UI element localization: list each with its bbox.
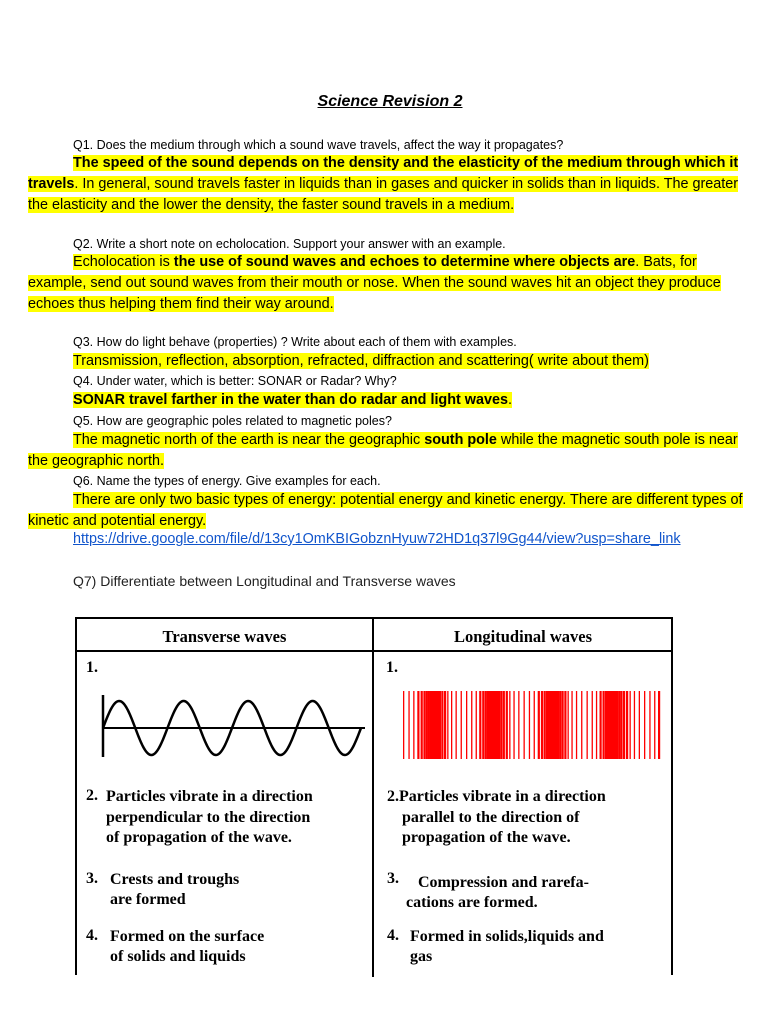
- longitudinal-bar: [654, 691, 655, 759]
- question-1: Q1. Does the medium through which a sound wave travels, affect the way it propagates?: [73, 138, 564, 152]
- longitudinal-item-3-line-1: Compression and rarefa-: [418, 874, 589, 891]
- longitudinal-bar: [423, 691, 425, 759]
- longitudinal-bar: [626, 691, 628, 759]
- longitudinal-bar: [500, 691, 502, 759]
- longitudinal-bar: [649, 691, 650, 759]
- longitudinal-bar: [441, 691, 443, 759]
- longitudinal-bar: [524, 691, 525, 759]
- longitudinal-bar: [461, 691, 462, 759]
- transverse-item-4-line-2: of solids and liquids: [110, 948, 246, 965]
- longitudinal-bar: [435, 691, 437, 759]
- answer-5-bold: south pole: [424, 432, 497, 448]
- longitudinal-bar: [496, 691, 498, 759]
- transverse-item-4-number: 4.: [86, 927, 98, 944]
- page-title: Science Revision 2: [317, 93, 463, 110]
- answer-3-text: Transmission, reflection, absorption, refracted, diffraction and scattering( write about them): [73, 353, 649, 369]
- longitudinal-bar: [634, 691, 635, 759]
- longitudinal-bar: [541, 691, 543, 759]
- longitudinal-bar: [571, 691, 572, 759]
- question-5: Q5. How are geographic poles related to magnetic poles?: [73, 414, 392, 428]
- longitudinal-bar: [518, 691, 519, 759]
- answer-6: [28, 490, 756, 532]
- question-2: Q2. Write a short note on echolocation. Support your answer with an example.: [73, 237, 506, 251]
- longitudinal-bar: [639, 691, 640, 759]
- longitudinal-bar: [623, 691, 625, 759]
- comparison-table: [75, 617, 673, 975]
- transverse-item-3-number: 3.: [86, 870, 98, 887]
- longitudinal-bar: [581, 691, 582, 759]
- longitudinal-bar: [544, 691, 546, 759]
- longitudinal-bar: [447, 691, 448, 759]
- longitudinal-bar: [506, 691, 508, 759]
- transverse-item-3-line-1: Crests and troughs: [110, 871, 240, 888]
- longitudinal-bar: [509, 691, 510, 759]
- longitudinal-bar: [548, 691, 550, 759]
- longitudinal-header: Longitudinal waves: [454, 627, 592, 646]
- longitudinal-bar: [538, 691, 540, 759]
- longitudinal-bar: [485, 691, 487, 759]
- longitudinal-bar: [466, 691, 467, 759]
- longitudinal-bar: [426, 691, 428, 759]
- longitudinal-bar: [479, 691, 481, 759]
- column-divider: [372, 619, 374, 977]
- longitudinal-bar: [546, 691, 548, 759]
- transverse-item-4-line-1: Formed on the surface: [110, 928, 265, 945]
- transverse-item-2-line-3: of propagation of the wave.: [106, 829, 292, 846]
- longitudinal-bar: [498, 691, 500, 759]
- longitudinal-bar: [600, 691, 602, 759]
- question-3: Q3. How do light behave (properties) ? Write about each of them with examples.: [73, 335, 517, 349]
- answer-2-text-b: . Bats, for example, send out sound waves from their mouth or nose. When the sound waves hit an object they produce echoes thus helping them find their way around.: [28, 254, 721, 312]
- longitudinal-item-4-line-1: Formed in solids,liquids and: [410, 928, 604, 945]
- longitudinal-wave-diagram: [401, 691, 663, 761]
- header-divider: [77, 650, 671, 652]
- longitudinal-bar: [603, 691, 605, 759]
- longitudinal-bar: [618, 691, 620, 759]
- longitudinal-bar: [421, 691, 423, 759]
- longitudinal-bar: [471, 691, 472, 759]
- longitudinal-bar: [616, 691, 618, 759]
- answer-1-text: . In general, sound travels faster in liquids than in gases and quicker in solids than in liquids. The greater the elasticity and the lower the density, the faster sound travels in a medium.: [28, 176, 739, 213]
- answer-4-bold: SONAR travel farther in the water than do radar and light waves: [73, 392, 509, 408]
- longitudinal-bar: [456, 691, 457, 759]
- longitudinal-bar: [428, 691, 430, 759]
- longitudinal-item-3-number: 3.: [387, 870, 399, 887]
- longitudinal-bar: [592, 691, 593, 759]
- answer-1-bold: The speed of the sound depends on the density and the elasticity of the medium through which it travels: [28, 155, 739, 192]
- transverse-header: Transverse waves: [162, 627, 287, 646]
- longitudinal-bar: [439, 691, 441, 759]
- longitudinal-bar: [605, 691, 607, 759]
- longitudinal-bar: [494, 691, 496, 759]
- answer-2: [28, 252, 756, 315]
- transverse-item-3-line-2: are formed: [110, 891, 186, 908]
- answer-5-text-a: The magnetic north of the earth is near the geographic: [73, 432, 425, 448]
- longitudinal-bar: [437, 691, 439, 759]
- drive-link[interactable]: https://drive.google.com/file/d/13cy1OmKBIGobznHyuw72HD1q37l9Gg44/view?usp=share_link: [73, 531, 681, 547]
- answer-4-text: .: [508, 392, 513, 408]
- longitudinal-bar: [529, 691, 530, 759]
- answer-2-text-a: Echolocation is: [73, 254, 174, 270]
- longitudinal-bar: [413, 691, 414, 759]
- longitudinal-bar: [487, 691, 489, 759]
- longitudinal-bar: [451, 691, 452, 759]
- longitudinal-item-1-number: 1.: [386, 659, 398, 676]
- longitudinal-item-2-line-3: propagation of the wave.: [402, 829, 571, 846]
- answer-3: [28, 351, 756, 372]
- longitudinal-bar: [476, 691, 477, 759]
- longitudinal-item-2-line-2: parallel to the direction of: [402, 809, 580, 826]
- question-7: Q7) Differentiate between Longitudinal and Transverse waves: [73, 573, 456, 589]
- longitudinal-bar: [513, 691, 514, 759]
- question-6: Q6. Name the types of energy. Give examples for each.: [73, 474, 381, 488]
- longitudinal-bar: [408, 691, 409, 759]
- answer-5: [28, 430, 756, 472]
- answer-4: [28, 390, 756, 411]
- longitudinal-bar: [555, 691, 557, 759]
- longitudinal-bar: [607, 691, 609, 759]
- answer-2-bold: the use of sound waves and echoes to determine where objects are: [173, 254, 636, 270]
- longitudinal-bar: [559, 691, 561, 759]
- longitudinal-bar: [620, 691, 622, 759]
- answer-6-text: There are only two basic types of energy: potential energy and kinetic energy. There are different types of kinetic and potential energy.: [28, 492, 743, 529]
- longitudinal-bar: [564, 691, 566, 759]
- longitudinal-bar: [557, 691, 559, 759]
- transverse-item-2-line-2: perpendicular to the direction: [106, 809, 311, 826]
- longitudinal-bar: [403, 691, 404, 759]
- transverse-item-2-line-1: Particles vibrate in a direction: [106, 788, 313, 805]
- longitudinal-bar: [503, 691, 505, 759]
- longitudinal-bar: [658, 691, 660, 759]
- longitudinal-item-2-line-1: 2.Particles vibrate in a direction: [387, 788, 606, 805]
- longitudinal-bar: [562, 691, 564, 759]
- transverse-item-2-number: 2.: [86, 787, 98, 804]
- longitudinal-bar: [630, 691, 631, 759]
- longitudinal-bar: [417, 691, 419, 759]
- question-4: Q4. Under water, which is better: SONAR or Radar? Why?: [73, 374, 397, 388]
- longitudinal-bar: [587, 691, 588, 759]
- longitudinal-bar: [482, 691, 484, 759]
- longitudinal-bar: [644, 691, 645, 759]
- longitudinal-bar: [568, 691, 569, 759]
- longitudinal-bar: [444, 691, 446, 759]
- longitudinal-item-3-line-2: cations are formed.: [406, 894, 538, 911]
- answer-1: [28, 153, 756, 216]
- answer-5-text-b: while the magnetic south pole is near the geographic north.: [28, 432, 738, 469]
- longitudinal-bar: [576, 691, 577, 759]
- longitudinal-bar: [534, 691, 535, 759]
- transverse-wave-diagram: [99, 691, 369, 761]
- longitudinal-bar: [596, 691, 597, 759]
- transverse-item-1-number: 1.: [86, 659, 98, 676]
- longitudinal-item-4-number: 4.: [387, 927, 399, 944]
- longitudinal-item-4-line-2: gas: [410, 948, 433, 965]
